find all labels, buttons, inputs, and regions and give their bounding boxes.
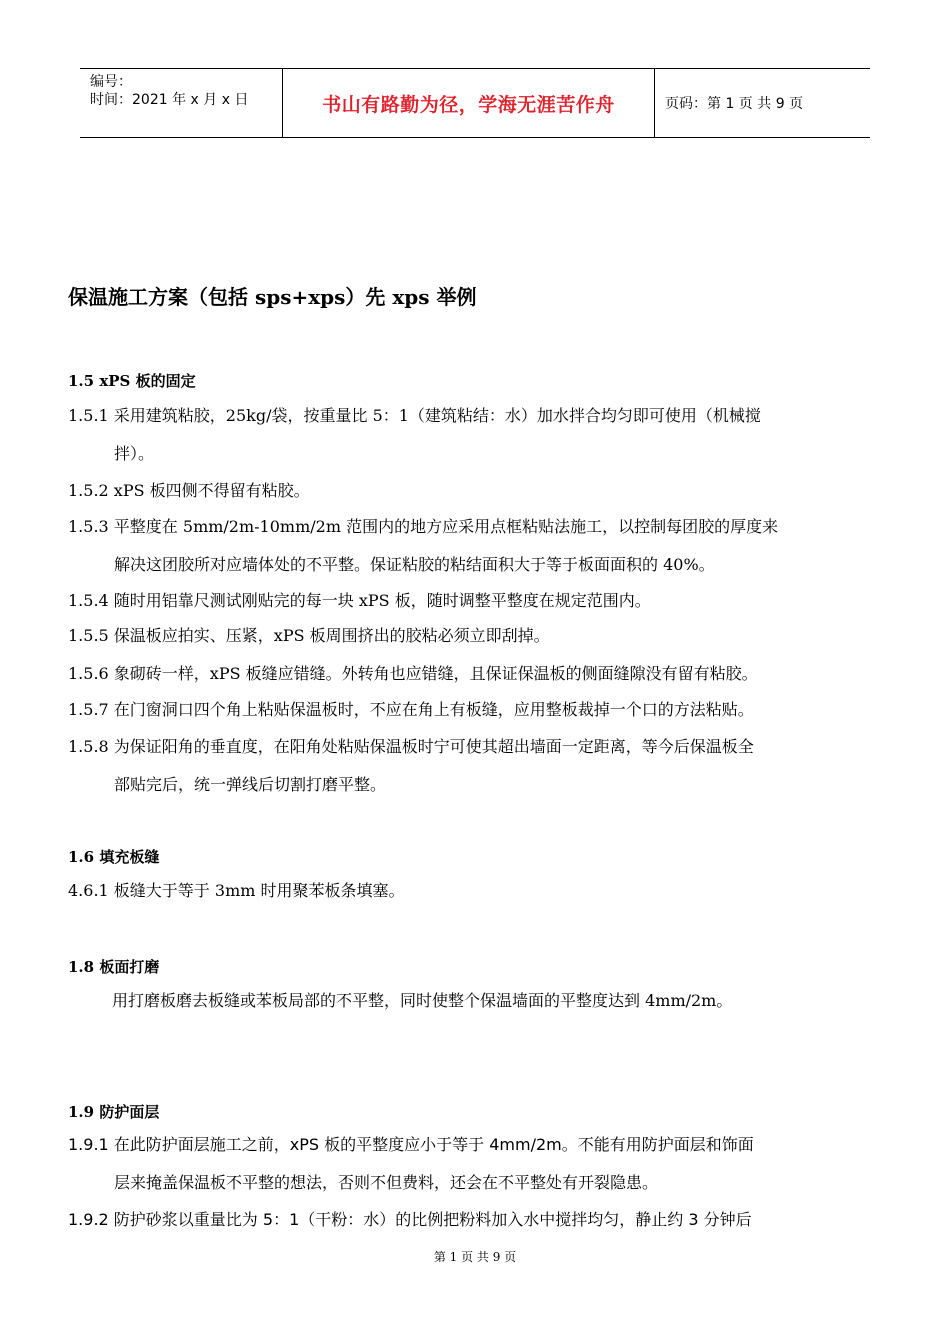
header-motto-cell — [282, 69, 655, 137]
section-heading-1-9: 1.9 防护面层 — [68, 1103, 160, 1121]
page-info: 页码：第 1 页 共 9 页 — [665, 96, 804, 112]
paragraph-1-5-2: 1.5.2 xPS 板四侧不得留有粘胶。 — [68, 481, 310, 500]
paragraph-1-5-7: 1.5.7 在门窗洞口四个角上粘贴保温板时，不应在角上有板缝，应用整板裁掉一个口的方法粘贴。 — [68, 700, 754, 719]
paragraph-line: 部贴完后，统一弹线后切割打磨平整。 — [114, 775, 387, 794]
section-heading-1-6: 1.6 填充板缝 — [68, 848, 160, 866]
paragraph-1-9-1 — [68, 1126, 884, 1202]
paragraph-line: 解决这团胶所对应墙体处的不平整。保证粘胶的粘结面积大于等于板面面积的 40%。 — [114, 555, 715, 574]
paragraph-line: 拌）。 — [114, 444, 155, 463]
paragraph-1-5-3 — [68, 508, 884, 584]
section-heading-1-8: 1.8 板面打磨 — [68, 958, 160, 976]
paragraph-line: 1.9.1 在此防护面层施工之前，xPS 板的平整度应小于等于 4mm/2m。不能有用防护面层和饰面 — [68, 1135, 754, 1154]
paragraph-line: 层来掩盖保温板不平整的想法，否则不但费料，还会在不平整处有开裂隐患。 — [114, 1173, 659, 1192]
paragraph-1-9-2: 1.9.2 防护砂浆以重量比为 5：1（干粉：水）的比例把粉料加入水中搅拌均匀，静止约 3 分钟后 — [68, 1210, 752, 1229]
paragraph-line: 1.5.3 平整度在 5mm/2m-10mm/2m 范围内的地方应采用点框粘贴法施工，以控制每团胶的厚度来 — [68, 517, 779, 536]
paragraph-4-6-1: 4.6.1 板缝大于等于 3mm 时用聚苯板条填塞。 — [68, 881, 405, 900]
paragraph-1-5-1 — [68, 397, 884, 473]
paragraph-1-5-4: 1.5.4 随时用铝靠尺测试刚贴完的每一块 xPS 板，随时调整平整度在规定范围内。 — [68, 591, 651, 610]
paragraph-1-5-5: 1.5.5 保温板应拍实、压紧，xPS 板周围挤出的胶粘必须立即刮掉。 — [68, 626, 550, 645]
motto-text: 书山有路勤为径，学海无涯苦作舟 — [322, 93, 615, 116]
document-number: 编号： — [90, 74, 132, 90]
paragraph-1-8: 用打磨板磨去板缝或苯板局部的不平整，同时使整个保温墙面的平整度达到 4mm/2m。 — [112, 991, 733, 1010]
document-title: 保温施工方案（包括 sps+xps）先 xps 举例 — [68, 285, 477, 309]
header-meta-cell — [80, 69, 282, 137]
paragraph-line: 1.5.8 为保证阳角的垂直度，在阳角处粘贴保温板时宁可使其超出墙面一定距离，等今后保温板全 — [68, 737, 754, 756]
page-footer: 第 1 页 共 9 页 — [433, 1250, 517, 1264]
section-heading-1-5: 1.5 xPS 板的固定 — [68, 372, 196, 390]
paragraph-1-5-8 — [68, 728, 884, 804]
header-table — [80, 68, 870, 138]
document-date: 时间：2021 年 x 月 x 日 — [90, 92, 249, 108]
paragraph-1-5-6: 1.5.6 象砌砖一样，xPS 板缝应错缝。外转角也应错缝，且保证保温板的侧面缝隙没有留有粘胶。 — [68, 664, 758, 683]
header-page-cell — [655, 69, 870, 137]
paragraph-line: 1.5.1 采用建筑粘胶，25kg/袋，按重量比 5：1（建筑粘结：水）加水拌合均匀即可使用（机械搅 — [68, 406, 761, 425]
